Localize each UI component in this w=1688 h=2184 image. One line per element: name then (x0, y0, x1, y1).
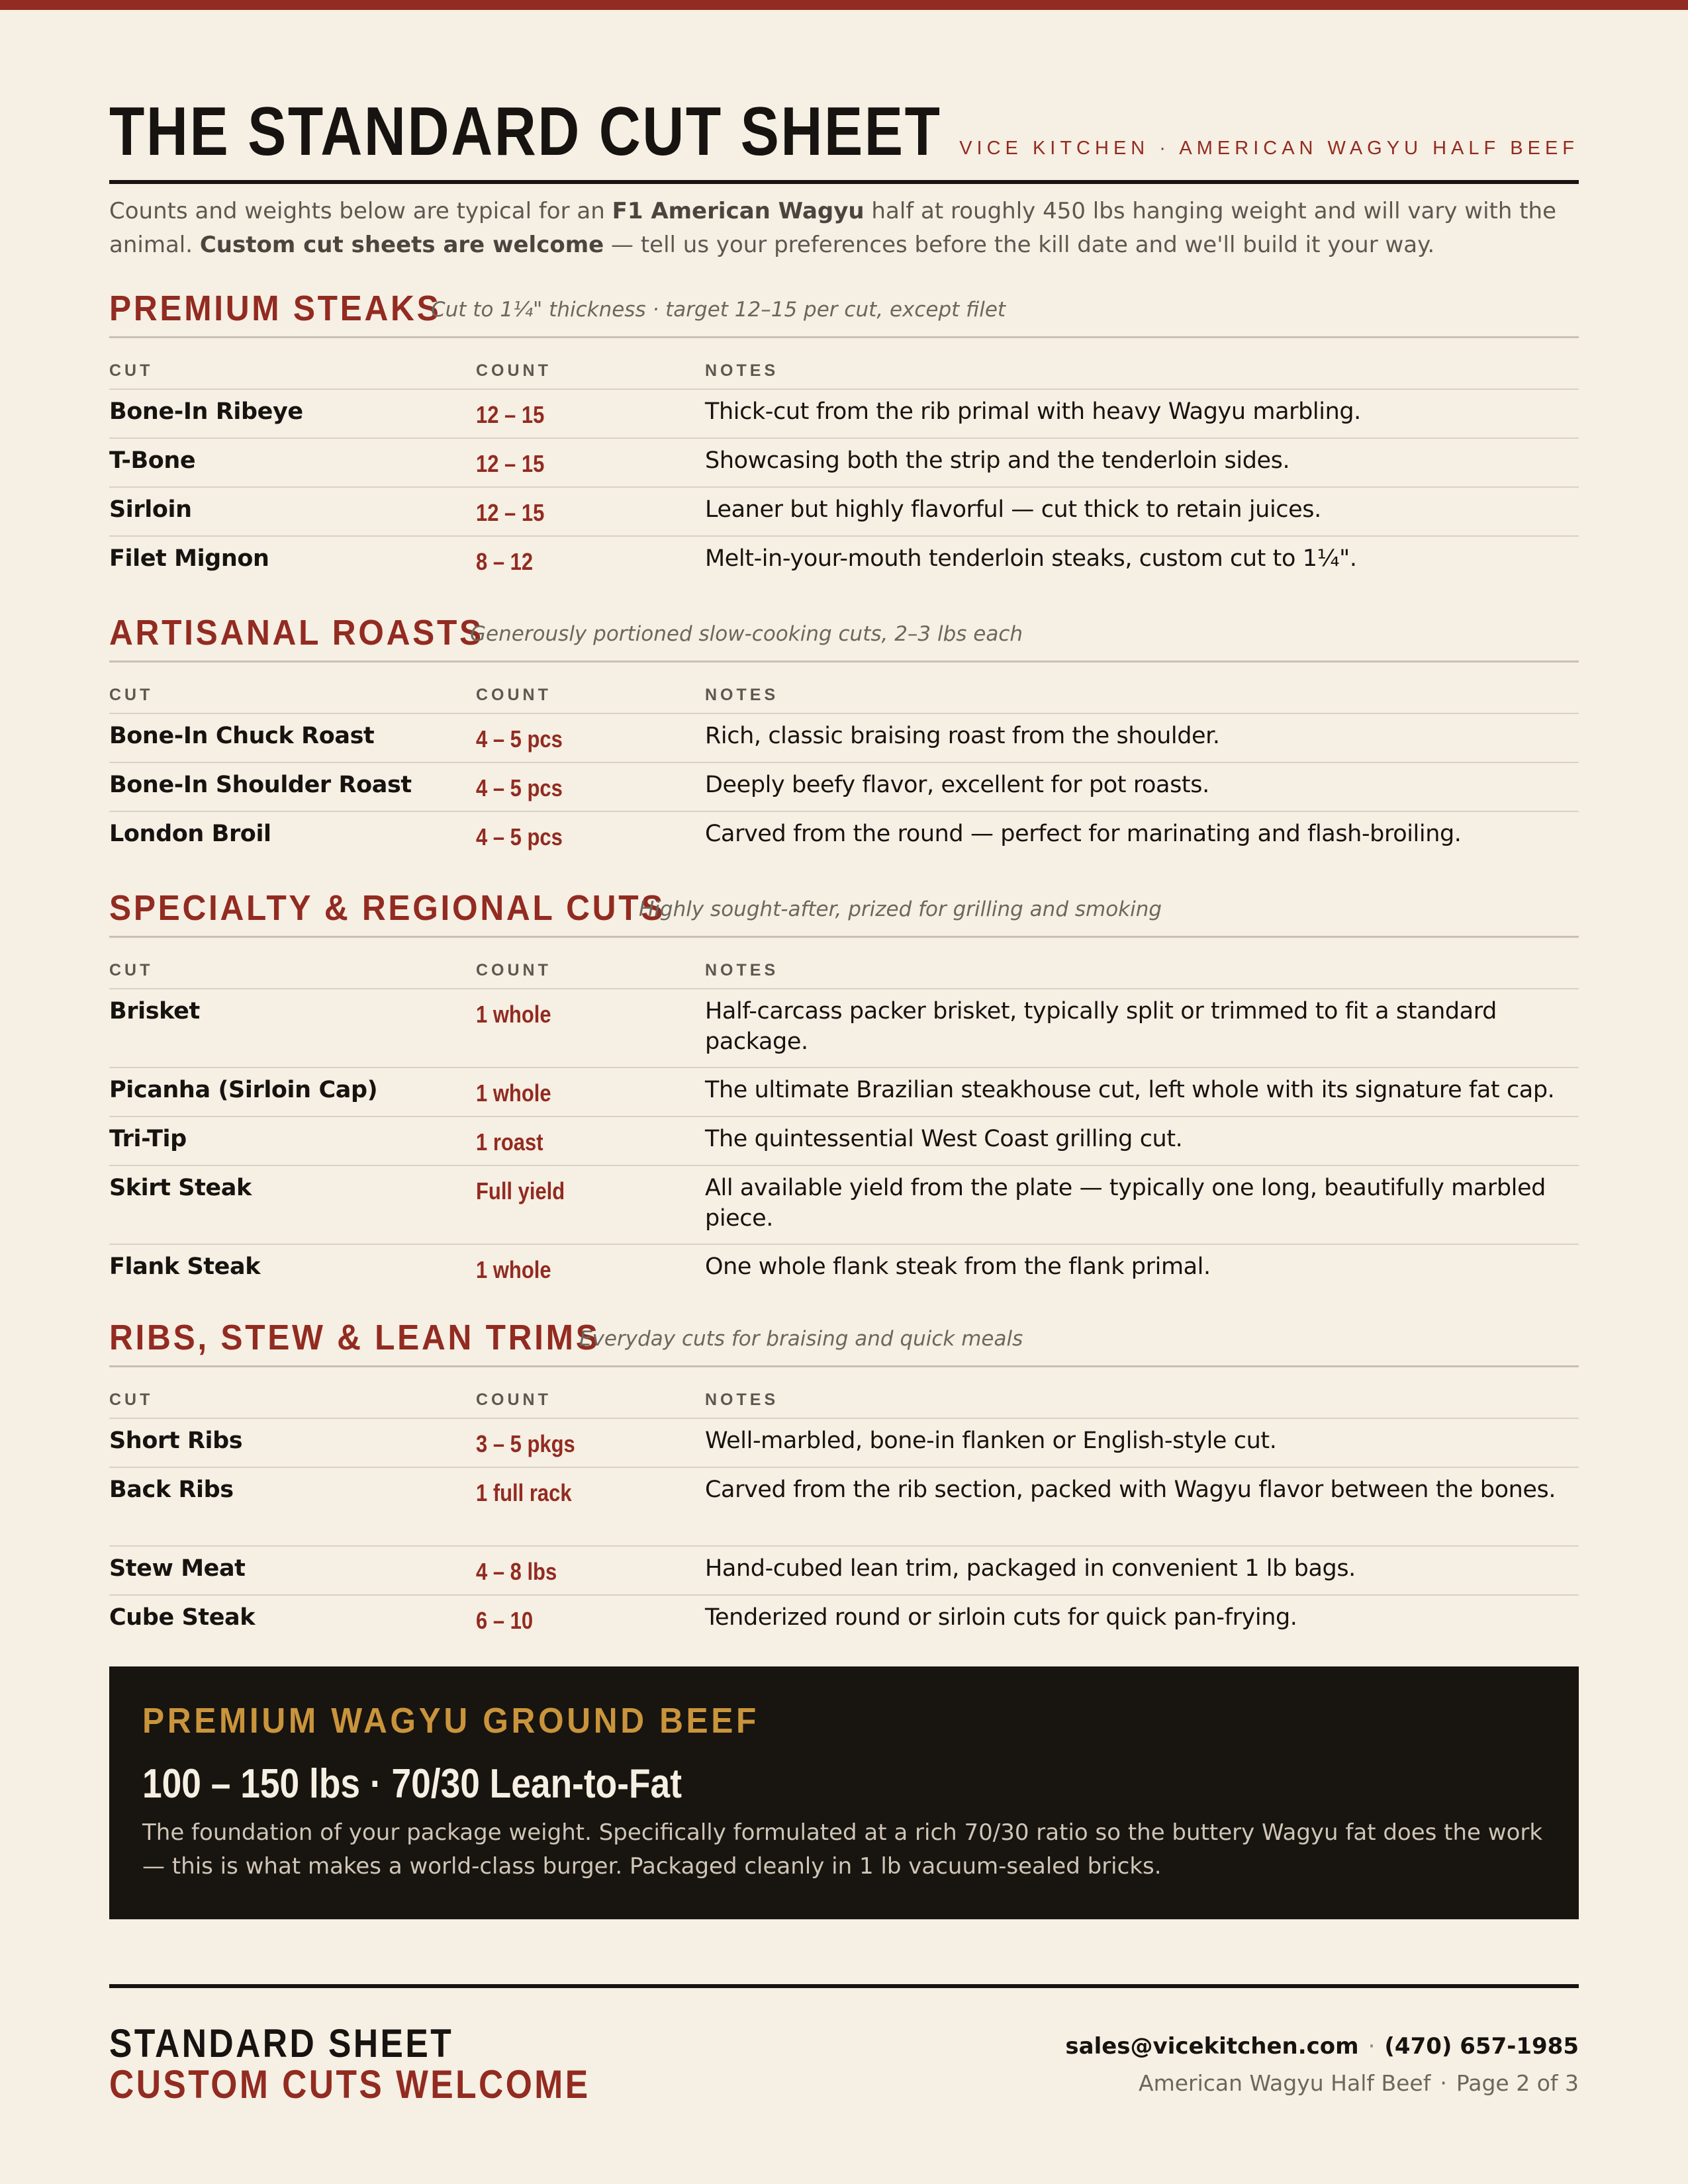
cut-notes: All available yield from the plate — typically one long, beautifully marbled piece. (705, 1175, 1546, 1232)
cut-count: 4 – 8 lbs (476, 1558, 557, 1585)
page-title: THE STANDARD CUT SHEET (109, 93, 942, 170)
cut-notes: Half-carcass packer brisket, typically split or trimmed to fit a standard package. (705, 998, 1497, 1055)
col-notes-header: NOTES (705, 961, 779, 979)
cut-notes: Well-marbled, bone-in flanken or English-style cut. (705, 1428, 1277, 1454)
section-ribs-stew (109, 1314, 1579, 1643)
cut-name: Flank Steak (109, 1253, 261, 1280)
section-subtitle: Everyday cuts for braising and quick meals (579, 1327, 1023, 1351)
cut-table (109, 714, 1579, 860)
cut-notes: The ultimate Brazilian steakhouse cut, left whole with its signature fat cap. (705, 1077, 1555, 1103)
cut-notes: Showcasing both the strip and the tenderloin sides. (705, 447, 1290, 474)
cut-name: Short Ribs (109, 1428, 243, 1454)
table-row (109, 488, 1579, 537)
cut-notes: One whole flank steak from the flank primal. (705, 1253, 1211, 1280)
cut-count: 12 – 15 (476, 450, 545, 477)
brand-kicker: VICE KITCHEN · AMERICAN WAGYU HALF BEEF (959, 138, 1579, 159)
section-subtitle: Highly sought-after, prized for grilling and smoking (639, 897, 1162, 921)
section-subtitle: Generously portioned slow-cooking cuts, 2–3 lbs each (470, 622, 1023, 646)
section-header (109, 285, 1579, 338)
cut-name: Cube Steak (109, 1604, 256, 1631)
page-footer (109, 1984, 1579, 2120)
cut-count: 12 – 15 (476, 401, 545, 428)
cut-name: Bone-In Ribeye (109, 398, 303, 425)
section-header (109, 609, 1579, 662)
section-title: ARTISANAL ROASTS (109, 613, 484, 653)
cut-notes: Thick-cut from the rib primal with heavy Wagyu marbling. (705, 398, 1361, 425)
cut-count: 4 – 5 pcs (476, 725, 563, 752)
cut-notes: The quintessential West Coast grilling cut. (705, 1126, 1183, 1152)
intro-text: — tell us your preferences before the kill date and we'll build it your way. (604, 232, 1435, 258)
section-title: PREMIUM STEAKS (109, 289, 442, 328)
section-title: SPECIALTY & REGIONAL CUTS (109, 888, 666, 928)
cut-count: 1 full rack (476, 1479, 572, 1506)
cut-count: 4 – 5 pcs (476, 774, 563, 801)
cut-notes: Hand-cubed lean trim, packaged in convenient 1 lb bags. (705, 1555, 1356, 1582)
cut-name: Sirloin (109, 496, 192, 523)
page-number: Page 2 of 3 (1456, 2070, 1579, 2096)
col-notes-header: NOTES (705, 1390, 779, 1409)
cut-notes: Deeply beefy flavor, excellent for pot roasts. (705, 772, 1209, 798)
column-headers (109, 1367, 1579, 1419)
separator: · (1368, 2033, 1376, 2060)
footer-meta (1139, 2069, 1579, 2098)
section-header (109, 884, 1579, 938)
col-notes-header: NOTES (705, 686, 779, 704)
table-row (109, 1596, 1579, 1643)
cut-name: Bone-In Shoulder Roast (109, 772, 412, 798)
table-row (109, 989, 1579, 1068)
intro-text: half at roughly 450 lbs hanging weight and will vary with the animal. (109, 198, 1557, 258)
cut-name: T-Bone (109, 447, 196, 474)
column-headers (109, 662, 1579, 714)
intro-emphasis: Custom cut sheets are welcome (199, 232, 604, 258)
col-count-header: COUNT (476, 961, 551, 979)
section-artisanal-roasts (109, 609, 1579, 860)
cut-name: London Broil (109, 821, 271, 847)
table-row (109, 1166, 1579, 1245)
table-row (109, 714, 1579, 763)
cut-name: Back Ribs (109, 1477, 234, 1503)
cut-table (109, 390, 1579, 584)
footer-tagline: CUSTOM CUTS WELCOME (109, 2062, 590, 2107)
col-cut-header: CUT (109, 686, 154, 704)
table-row (109, 1468, 1579, 1547)
table-row (109, 1547, 1579, 1596)
table-row (109, 812, 1579, 860)
cut-name: Filet Mignon (109, 545, 269, 572)
cut-notes: Carved from the round — perfect for marinating and flash-broiling. (705, 821, 1462, 847)
cut-count: 1 roast (476, 1128, 543, 1156)
cut-notes: Carved from the rib section, packed with Wagyu flavor between the bones. (705, 1477, 1556, 1503)
intro-paragraph (109, 195, 1579, 262)
col-cut-header: CUT (109, 361, 154, 380)
col-cut-header: CUT (109, 1390, 154, 1409)
cut-count: 4 – 5 pcs (476, 823, 563, 850)
cut-name: Stew Meat (109, 1555, 246, 1582)
section-subtitle: Cut to 1¼" thickness · target 12–15 per cut, except filet (431, 298, 1006, 322)
section-premium-steaks (109, 285, 1579, 584)
cut-count: 3 – 5 pkgs (476, 1430, 575, 1457)
cut-count: 12 – 15 (476, 499, 545, 526)
cut-name: Tri-Tip (109, 1126, 187, 1152)
column-headers (109, 338, 1579, 390)
intro-text: Counts and weights below are typical for an (109, 198, 612, 224)
table-row (109, 1117, 1579, 1166)
table-row (109, 1245, 1579, 1293)
cut-notes: Melt-in-your-mouth tenderloin steaks, custom cut to 1¼". (705, 545, 1357, 572)
table-row (109, 1068, 1579, 1117)
footer-contact (1065, 2032, 1579, 2061)
section-header (109, 1314, 1579, 1367)
table-row (109, 390, 1579, 439)
table-row (109, 1419, 1579, 1468)
cut-count: 1 whole (476, 1079, 551, 1107)
col-cut-header: CUT (109, 961, 154, 979)
table-row (109, 537, 1579, 584)
table-row (109, 763, 1579, 812)
cut-notes: Tenderized round or sirloin cuts for quick pan-frying. (705, 1604, 1297, 1631)
cut-table (109, 1419, 1579, 1643)
cut-table (109, 989, 1579, 1293)
section-specialty-cuts (109, 884, 1579, 1293)
cut-notes: Rich, classic braising roast from the shoulder. (705, 723, 1220, 749)
cut-name: Brisket (109, 998, 200, 1024)
contact-phone[interactable]: (470) 657-1985 (1384, 2033, 1579, 2060)
cut-count: 6 – 10 (476, 1607, 534, 1634)
cut-name: Skirt Steak (109, 1175, 252, 1201)
ground-beef-spec: 100 – 150 lbs · 70/30 Lean-to-Fat (142, 1761, 682, 1807)
section-title: RIBS, STEW & LEAN TRIMS (109, 1318, 600, 1357)
col-notes-header: NOTES (705, 361, 779, 380)
cut-count: Full yield (476, 1177, 565, 1205)
footer-label: STANDARD SHEET (109, 2021, 454, 2066)
col-count-header: COUNT (476, 686, 551, 704)
column-headers (109, 938, 1579, 989)
cut-name: Bone-In Chuck Roast (109, 723, 375, 749)
footer-product: American Wagyu Half Beef (1139, 2070, 1431, 2096)
top-accent-bar (0, 0, 1688, 10)
separator: · (1440, 2070, 1447, 2096)
ground-beef-callout (109, 1666, 1579, 1919)
col-count-header: COUNT (476, 361, 551, 380)
ground-beef-description: The foundation of your package weight. Specifically formulated at a rich 70/30 ratio so the buttery Wagyu fat does the work — this is what makes a world-class burger. Packaged cleanly in 1 lb vacuum-sealed bricks. (142, 1819, 1543, 1880)
page-header (109, 87, 1579, 184)
contact-email[interactable]: sales@vicekitchen.com (1065, 2033, 1359, 2060)
cut-notes: Leaner but highly flavorful — cut thick to retain juices. (705, 496, 1321, 523)
cut-count: 8 – 12 (476, 548, 534, 575)
col-count-header: COUNT (476, 1390, 551, 1409)
ground-beef-title: PREMIUM WAGYU GROUND BEEF (142, 1701, 759, 1741)
cut-count: 1 whole (476, 1001, 551, 1028)
cut-count: 1 whole (476, 1256, 551, 1283)
intro-emphasis: F1 American Wagyu (612, 198, 865, 224)
table-row (109, 439, 1579, 488)
cut-name: Picanha (Sirloin Cap) (109, 1077, 378, 1103)
